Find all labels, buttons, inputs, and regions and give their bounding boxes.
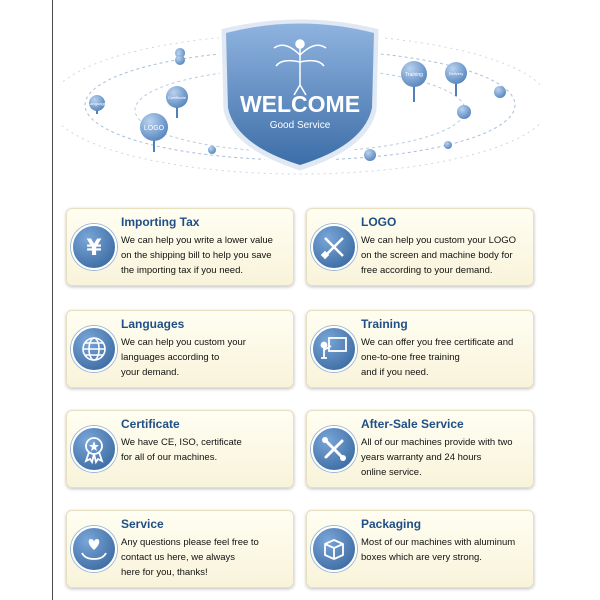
left-divider [52,0,53,600]
pin-training [401,61,427,102]
teacher-board-icon [311,326,357,372]
card-text: We can help you custom your LOGO on the screen and machine body for free according to your demand. [361,235,517,276]
card-title: Certificate [121,417,180,431]
pin-language [88,95,107,114]
card-title: LOGO [361,215,397,229]
pin-logo [140,113,168,152]
box-icon [311,526,357,572]
svg-text:¥: ¥ [86,236,102,261]
card-title: After-Sale Service [361,417,464,431]
svg-text:Training: Training [405,72,423,78]
card-title: Importing Tax [121,215,200,229]
card-after-sale-service [306,410,534,488]
card-importing-tax [66,208,294,286]
pencil-ruler-icon [311,224,357,270]
svg-text:Certificate: Certificate [167,95,187,100]
heart-hand-icon [71,526,117,572]
card-title: Training [361,317,408,331]
card-packaging [306,510,534,588]
medal-icon [71,426,117,472]
wrench-screwdriver-icon [311,426,357,472]
yen-icon [71,224,117,270]
card-certificate [66,410,294,488]
pin-delivery [445,62,467,96]
card-text: We can offer you free certificate and one-to-one free training and if you need. [361,337,514,378]
card-text: We can help you custom your languages according to your demand. [121,337,246,378]
svg-text:Language: Language [88,101,106,106]
globe-icon [71,326,117,372]
welcome-subtitle: Good Service [269,120,331,131]
card-service [66,510,294,588]
card-title: Service [121,517,164,531]
welcome-shield [220,18,380,172]
card-text: Any questions please feel free to contact us here, we always here for you, thanks! [121,537,259,578]
card-text: We have CE, ISO, certificate for all of our machines. [121,437,242,463]
welcome-title: WELCOME [239,91,361,117]
card-logo [306,208,534,286]
card-text: All of our machines provide with two years warranty and 24 hours online service. [361,437,513,478]
welcome-banner [60,0,540,195]
card-languages [66,310,294,388]
pin-certificate [166,86,188,118]
card-text: We can help you write a lower value on the shipping bill to help you save the importing tax if you need. [121,235,273,276]
card-training [306,310,534,388]
card-title: Packaging [361,517,422,531]
svg-text:Delivery: Delivery [448,71,464,76]
card-title: Languages [121,317,185,331]
svg-text:LOGO: LOGO [143,125,165,132]
card-text: Most of our machines with aluminum boxes which are very strong. [361,537,516,563]
